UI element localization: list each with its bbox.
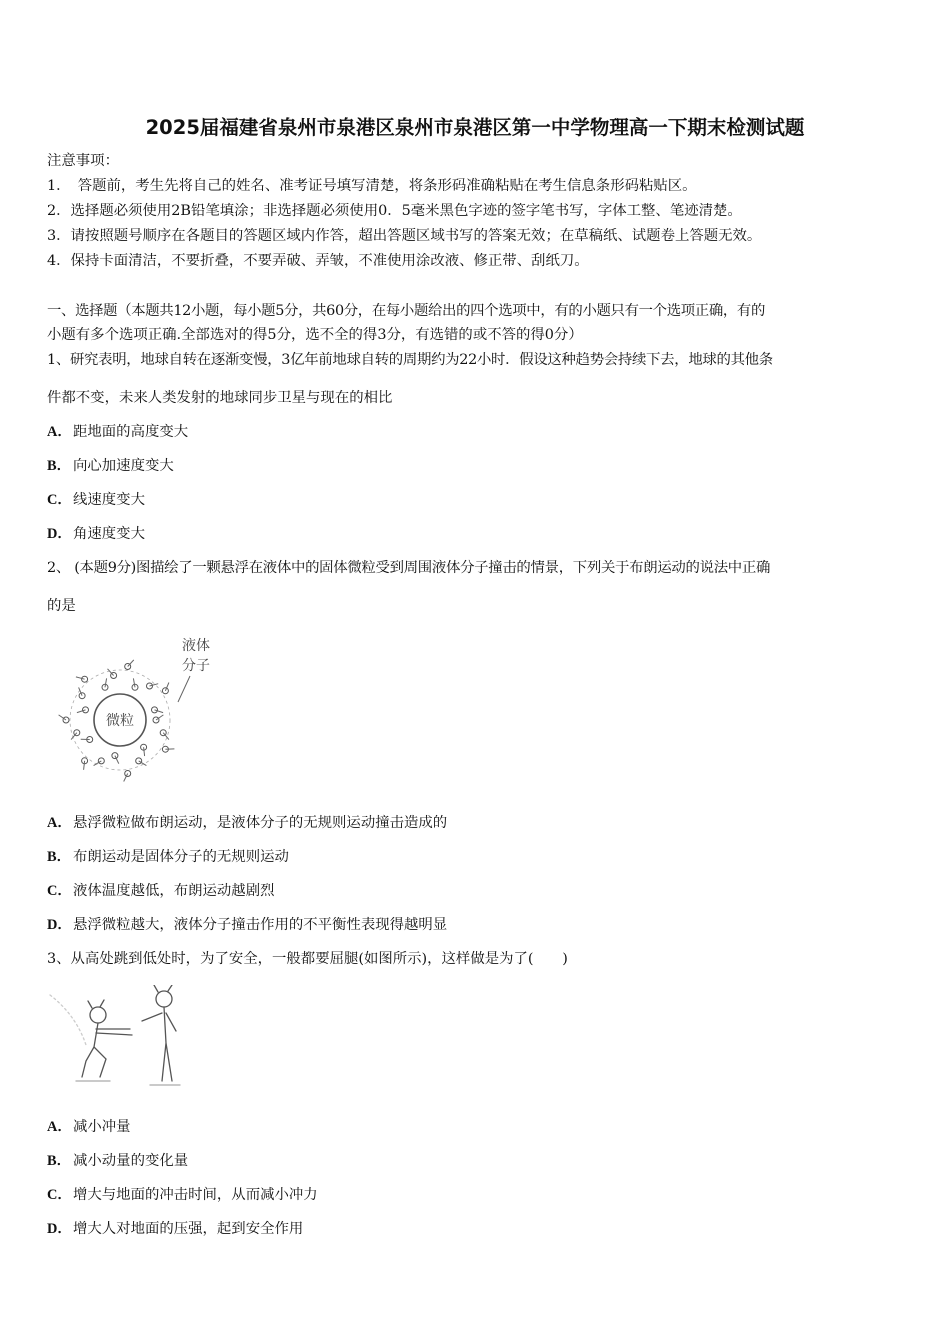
head-right	[156, 991, 172, 1007]
liquid-molecule	[79, 693, 85, 699]
question-2-option-b: B． 布朗运动是固体分子的无规则运动	[47, 849, 289, 865]
question-2-option-d: D．悬浮微粒越大，液体分子撞击作用的不平衡性表现得越明显	[47, 917, 448, 933]
question-1-option-c: C．线速度变大	[47, 492, 145, 508]
notice-item: 1． 答题前，考生先将自己的姓名、准考证号填写清楚，将条形码准确粘贴在考生信息条形码粘贴区。	[47, 178, 697, 194]
notice-item: 2．选择题必须使用2B铅笔填涂；非选择题必须使用0．5毫米黑色字迹的签字笔书写，字体工整、笔迹清楚。	[47, 203, 742, 219]
molecule-label: 分子	[182, 658, 210, 674]
liquid-molecule	[112, 753, 118, 759]
particle-label: 微粒	[106, 713, 134, 729]
question-3-option-d: D．增大人对地面的压强，起到安全作用	[47, 1221, 304, 1237]
question-2-option-a: A．悬浮微粒做布朗运动，是液体分子的无规则运动撞击造成的	[47, 815, 448, 831]
question-1-stem: 件都不变，未来人类发射的地球同步卫星与现在的相比	[47, 390, 393, 406]
notice-item: 4．保持卡面清洁，不要折叠，不要弄破、弄皱，不准使用涂改液、修正带、刮纸刀。	[47, 253, 589, 269]
question-2-option-c: C．液体温度越低，布朗运动越剧烈	[47, 883, 275, 899]
brownian-motion-figure	[50, 632, 220, 782]
question-1-option-b: B． 向心加速度变大	[47, 458, 174, 474]
section-instructions: 小题有多个选项正确.全部选对的得5分，选不全的得3分，有选错的或不答的得0分）	[47, 327, 583, 343]
question-3-option-b: B． 减小动量的变化量	[47, 1153, 189, 1169]
question-3-stem: 3、从高处跳到低处时，为了安全，一般都要屈腿(如图所示)，这样做是为了( )	[47, 951, 568, 967]
question-1-option-a: A．距地面的高度变大	[47, 424, 189, 440]
page-title: 2025届福建省泉州市泉港区泉州市泉港区第一中学物理高一下期末检测试题	[145, 116, 805, 139]
jumping-figure	[46, 985, 196, 1095]
liquid-molecule	[82, 676, 88, 682]
question-1-stem: 1、研究表明，地球自转在逐渐变慢，3亿年前地球自转的周期约为22小时．假设这种趋势会持续下去，地球的其他条	[47, 352, 773, 368]
question-1-option-d: D．角速度变大	[47, 526, 145, 542]
question-3-option-c: C．增大与地面的冲击时间，从而减小冲力	[47, 1187, 318, 1203]
question-2-stem: 的是	[47, 598, 76, 614]
question-3-option-a: A．减小冲量	[47, 1119, 131, 1135]
question-2-stem: 2、 (本题9分)图描绘了一颗悬浮在液体中的固体微粒受到周围液体分子撞击的情景，下列关于布朗运动的说法中正确	[47, 560, 771, 576]
notice-item: 3．请按照题号顺序在各题目的答题区域内作答，超出答题区域书写的答案无效；在草稿纸、试题卷上答题无效。	[47, 228, 762, 244]
molecule-label: 液体	[182, 638, 210, 654]
head-left	[90, 1007, 106, 1023]
notice-heading: 注意事项：	[47, 153, 119, 169]
section-instructions: 一、选择题（本题共12小题，每小题5分，共60分，在每小题给出的四个选项中，有的小题只有一个选项正确，有的	[47, 303, 765, 319]
